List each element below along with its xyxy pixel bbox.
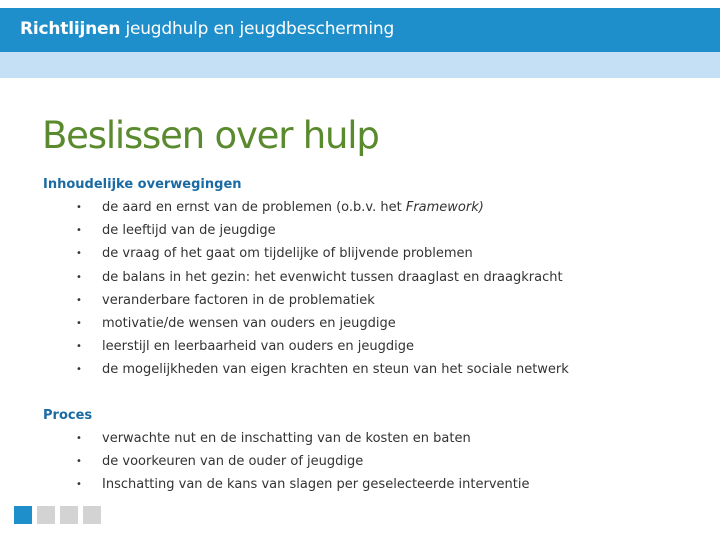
list-item (74, 450, 529, 473)
list-item-text: veranderbare factoren in de problematiek (102, 292, 375, 308)
bullet-icon: • (76, 479, 82, 491)
list-item-text: de voorkeuren van de ouder of jeugdige (102, 454, 364, 470)
list-item-italic: Framework) (405, 200, 484, 215)
list-item (74, 335, 569, 358)
list-item-text: Inschatting van de kans van slagen per geselecteerde interventie (102, 477, 530, 493)
list-item-text: de leeftijd van de jeugdige (102, 223, 276, 239)
bullet-icon: • (76, 433, 82, 444)
header-title-bold: Richtlijnen (20, 19, 121, 39)
slide-nav-square-1[interactable] (14, 506, 32, 524)
bullet-icon: • (76, 456, 82, 468)
bullet-icon: • (76, 364, 82, 376)
list-item-text: leerstijl en leerbaarheid van ouders en jeugdige (102, 339, 414, 355)
list-item (74, 266, 569, 289)
page-title: Beslissen over hulp (42, 114, 379, 157)
list-item (74, 219, 569, 242)
bullet-icon: • (76, 294, 82, 306)
slide-nav-square-3[interactable] (60, 506, 78, 524)
list-item-text: de vraag of het gaat om tijdelijke of blijvende problemen (102, 246, 473, 262)
bullet-icon: • (76, 317, 82, 329)
list-item (74, 242, 569, 265)
list-item-text: verwachte nut en de inschatting van de kosten en baten (102, 431, 471, 446)
list-item (74, 196, 569, 219)
header-title-rest: jeugdhulp en jeugdbescherming (120, 19, 395, 39)
bullet-icon: • (76, 271, 82, 283)
bullet-icon: • (76, 248, 82, 260)
list-item-text: de balans in het gezin: het evenwicht tussen draaglast en draagkracht (102, 269, 563, 285)
slide-nav-square-4[interactable] (83, 506, 101, 524)
list-item-text: de aard en ernst van de problemen (o.b.v. het (102, 200, 406, 215)
list-item (74, 312, 569, 335)
bullet-list-content (74, 196, 569, 382)
list-item (74, 358, 569, 381)
section-heading-content: Inhoudelijke overwegingen (43, 177, 242, 192)
bullet-list-process (74, 427, 529, 497)
list-item (74, 427, 529, 450)
section-heading-process: Proces (43, 408, 93, 423)
header-band (0, 52, 720, 78)
list-item (74, 473, 529, 496)
bullet-icon: • (76, 341, 82, 353)
bullet-icon: • (76, 225, 82, 237)
list-item (74, 289, 569, 312)
list-item-text: motivatie/de wensen van ouders en jeugdige (102, 315, 396, 331)
bullet-icon: • (76, 202, 82, 213)
header-bar (0, 0, 720, 52)
slide-nav-square-2[interactable] (37, 506, 55, 524)
list-item-text: de mogelijkheden van eigen krachten en steun van het sociale netwerk (102, 362, 569, 378)
header-title (20, 19, 394, 39)
